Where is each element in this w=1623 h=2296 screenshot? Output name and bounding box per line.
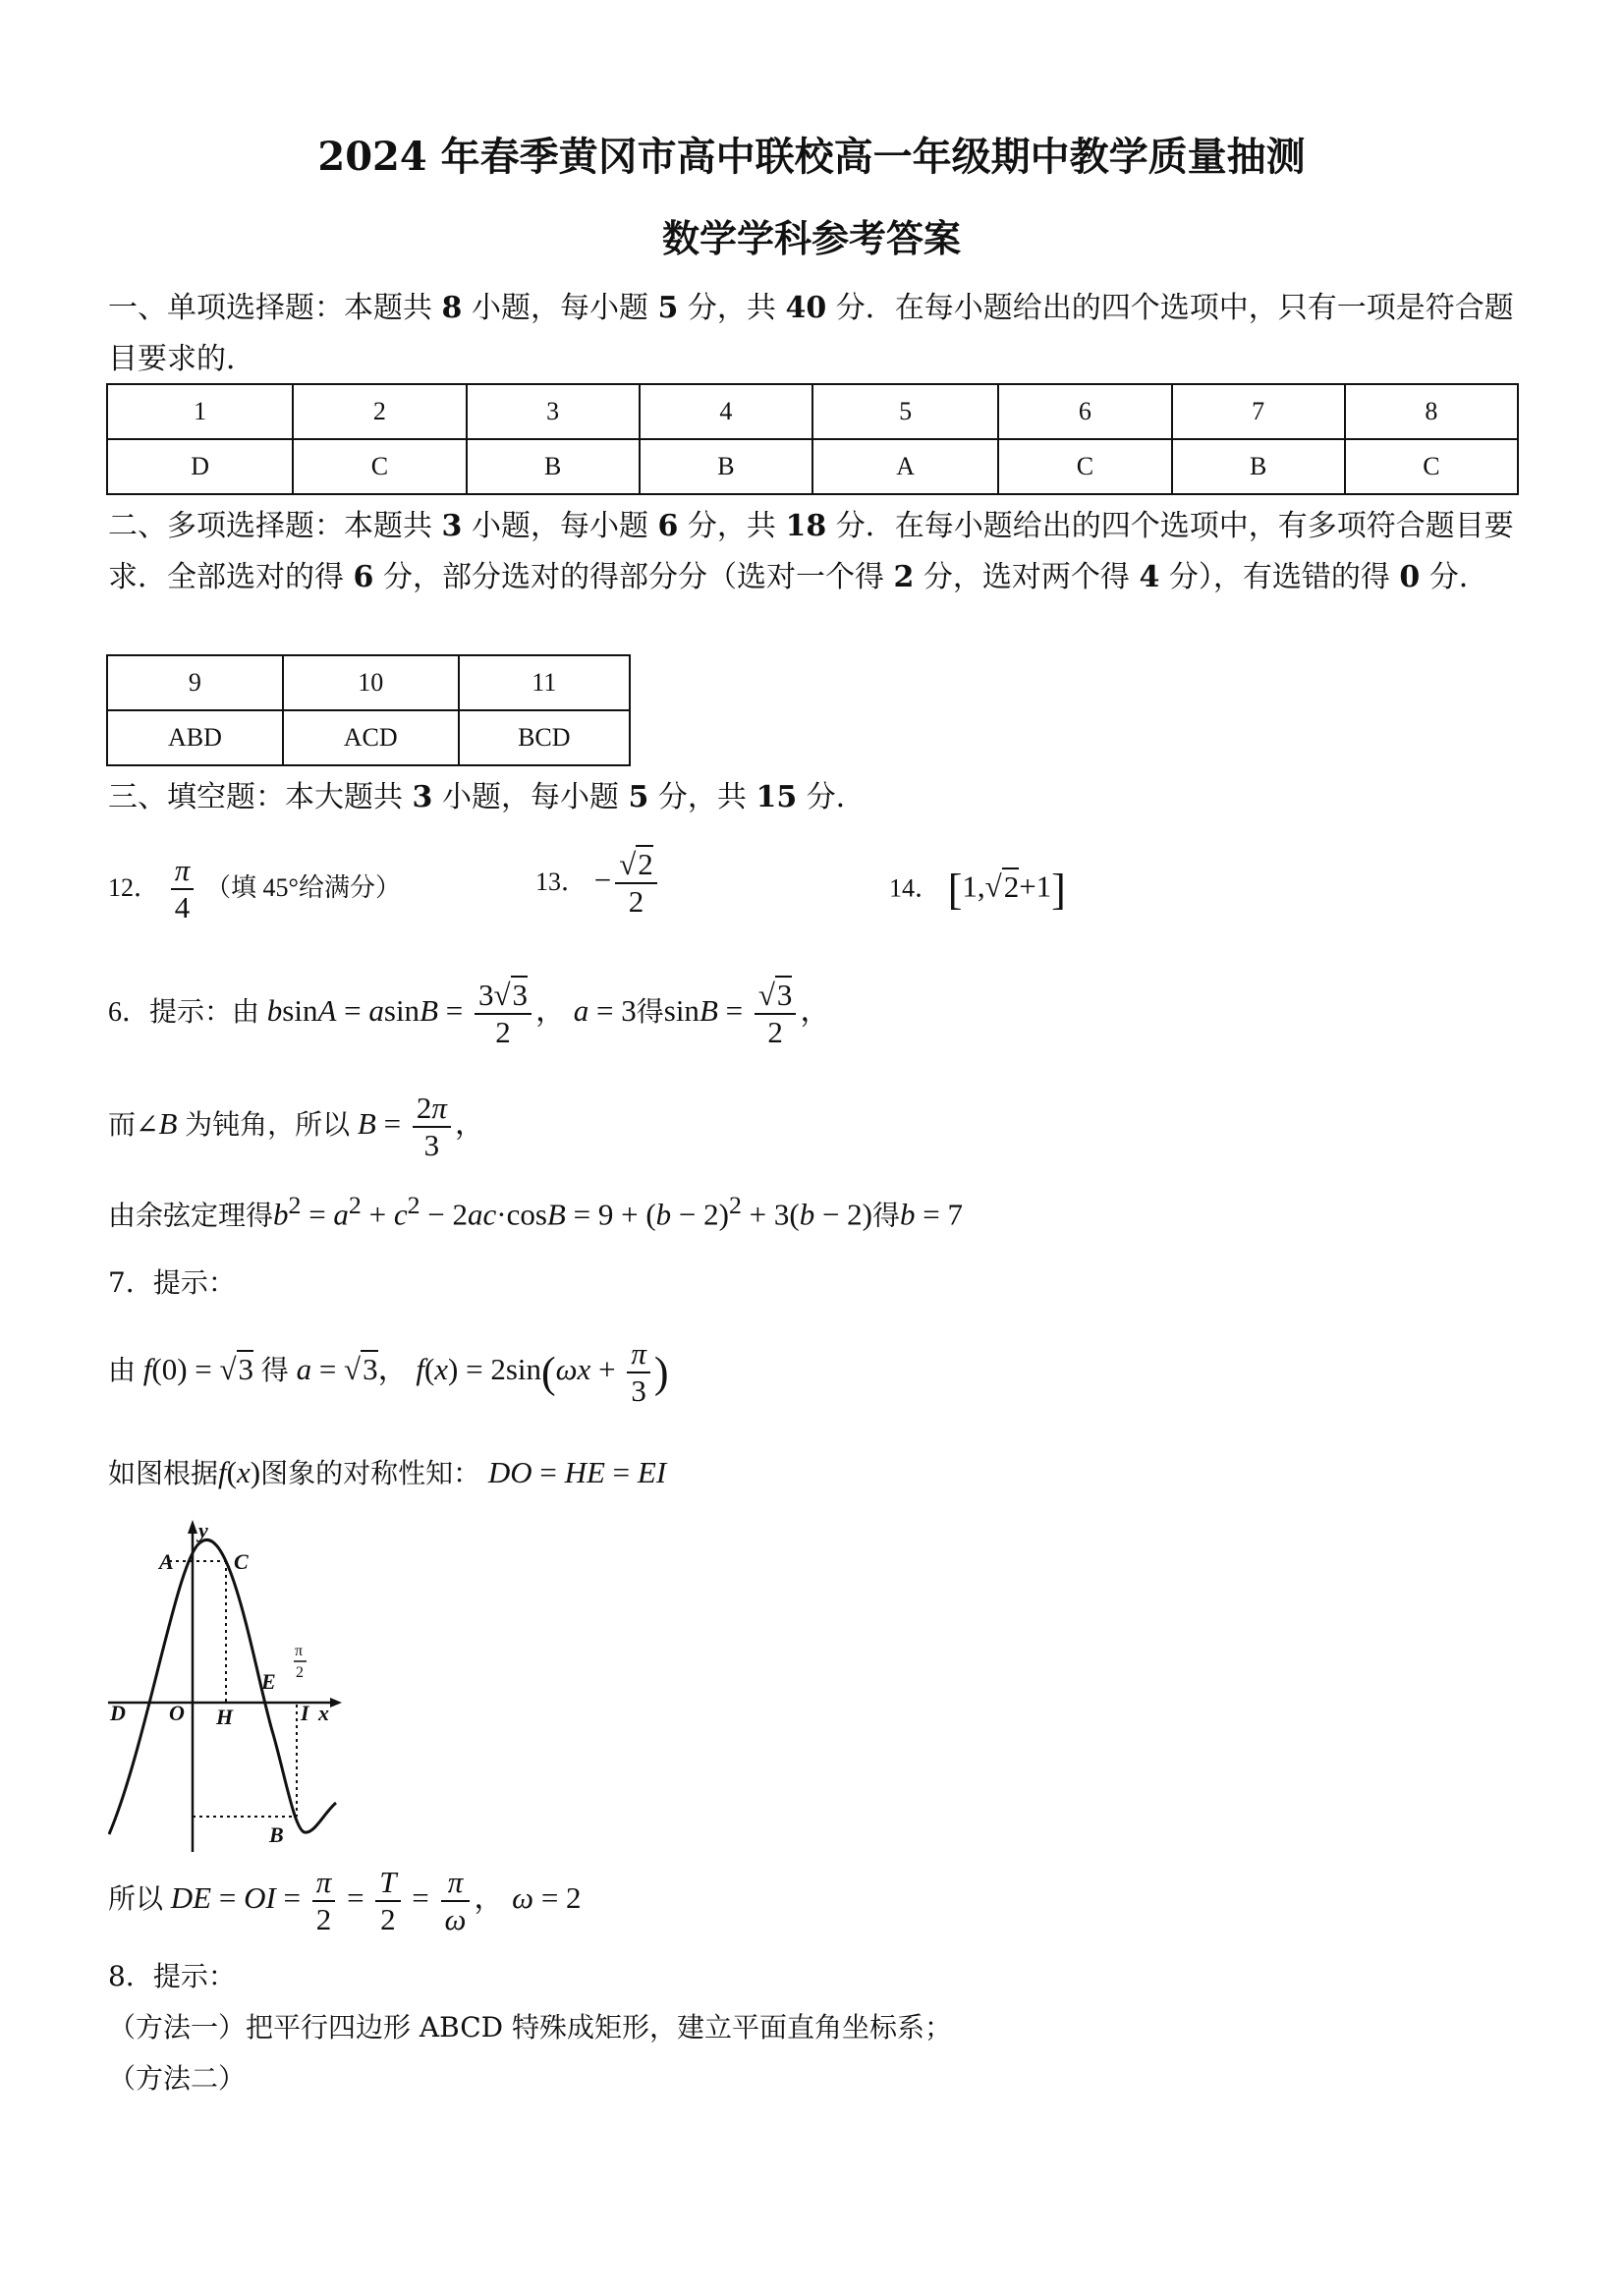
table-cell: B: [467, 439, 640, 494]
table-cell: B: [1172, 439, 1345, 494]
answer-table-multiple: [106, 654, 631, 766]
table-cell: ABD: [107, 710, 283, 765]
page-subtitle: 数学学科参考答案: [661, 216, 961, 260]
hint-8-method-2: （方法二）: [108, 2062, 247, 2095]
hint-8-method-1: （方法一）把平行四边形 ABCD 特殊成矩形，建立平面直角坐标系；: [108, 2011, 952, 2044]
hint-7-line-1: 由 f(0) = √3 得 a = √3， f(x) = 2sin(ωx + $\frac{\pi}{3}$ ): [108, 1336, 669, 1408]
hint-6-line-2: 而∠B 为钝角，所以 B = $\frac{2\pi}{3}$ ，: [108, 1091, 485, 1162]
label-o: O: [169, 1701, 185, 1725]
label-a: A: [159, 1549, 174, 1574]
hint-7-line-2: 如图根据f(x)图象的对称性知： DO = HE = EI: [108, 1455, 667, 1489]
table-cell: 2: [293, 384, 466, 439]
hint-8-label: 8．提示：: [108, 1960, 236, 1992]
x-axis-arrow-icon: [330, 1698, 342, 1708]
table-cell: 9: [107, 655, 283, 710]
label-d: D: [110, 1701, 126, 1725]
label-x: x: [318, 1701, 329, 1725]
answer-12: 12． $\frac{\pi}{4}$ （填 45°给满分）: [108, 853, 401, 924]
page-title: 2024 年春季黄冈市高中联校高一年级期中教学质量抽测: [317, 134, 1306, 180]
label-y: y: [198, 1518, 208, 1542]
sine-graph-figure: [108, 1518, 354, 1862]
hint-6-line-3: 由余弦定理得$b^2 = a^2 + c^2 - 2ac\cdot\cos B = 9 + (b - 2)^2 + 3(b - 2)$得b = 7: [108, 1191, 964, 1232]
table-cell: 11: [459, 655, 630, 710]
section-3-heading: 三、填空题：本大题共 3 小题，每小题 5 分，共 15 分．: [108, 780, 866, 814]
table-cell: B: [640, 439, 812, 494]
label-h: H: [216, 1705, 234, 1729]
table-cell: C: [293, 439, 466, 494]
table-cell: 5: [812, 384, 998, 439]
table-cell: 10: [283, 655, 459, 710]
table-row: [107, 710, 630, 765]
label-c: C: [234, 1549, 249, 1574]
hint-7-conclusion: 所以 DE = OI = $\frac{\pi}{2}$ = $\frac{T}{2}$ = $\frac{\pi}{\omega}$ ， ω = 2: [108, 1865, 582, 1936]
sine-curve: [109, 1540, 336, 1834]
hint-6-line-1: 6．提示：由 bsinA = asinB = $\frac{3√3}{2}$ ， a = 3得sinB = $\frac{√3}{2}$ ，: [108, 978, 831, 1049]
label-b: B: [269, 1822, 284, 1847]
table-cell: A: [812, 439, 998, 494]
label-pi-numerator: π: [295, 1643, 304, 1659]
table-row: [107, 439, 1518, 494]
table-cell: C: [998, 439, 1171, 494]
answer-13: 13． − $\frac{√2}{2}$: [535, 847, 661, 920]
table-row: [107, 655, 630, 710]
table-row: [107, 384, 1518, 439]
table-cell: 7: [1172, 384, 1345, 439]
answer-14: 14． [1,√2+1]: [889, 866, 1066, 914]
section-2-heading: 二、多项选择题：本题共 3 小题，每小题 6 分，共 18 分．在每小题给出的四个选项中，有多项符合题目要求．全部选对的得 6 分，部分选对的得部分分（选对一个得 2 分，选对两个得 4 分），有选错的得 0 分．: [108, 509, 1514, 594]
label-pi-denominator: 2: [296, 1664, 304, 1681]
table-cell: ACD: [283, 710, 459, 765]
table-cell: 4: [640, 384, 812, 439]
table-cell: 1: [107, 384, 293, 439]
table-cell: 6: [998, 384, 1171, 439]
answer-table-single: [106, 383, 1519, 495]
table-cell: 8: [1345, 384, 1518, 439]
hint-7-label: 7．提示：: [108, 1266, 236, 1299]
table-cell: 3: [467, 384, 640, 439]
table-cell: D: [107, 439, 293, 494]
table-cell: BCD: [459, 710, 630, 765]
label-i: I: [301, 1701, 309, 1725]
label-e: E: [261, 1669, 276, 1694]
table-cell: C: [1345, 439, 1518, 494]
section-1-heading: 一、单项选择题：本题共 8 小题，每小题 5 分，共 40 分．在每小题给出的四个选项中，只有一项是符合题目要求的．: [108, 291, 1514, 376]
y-axis-arrow-icon: [188, 1520, 197, 1534]
